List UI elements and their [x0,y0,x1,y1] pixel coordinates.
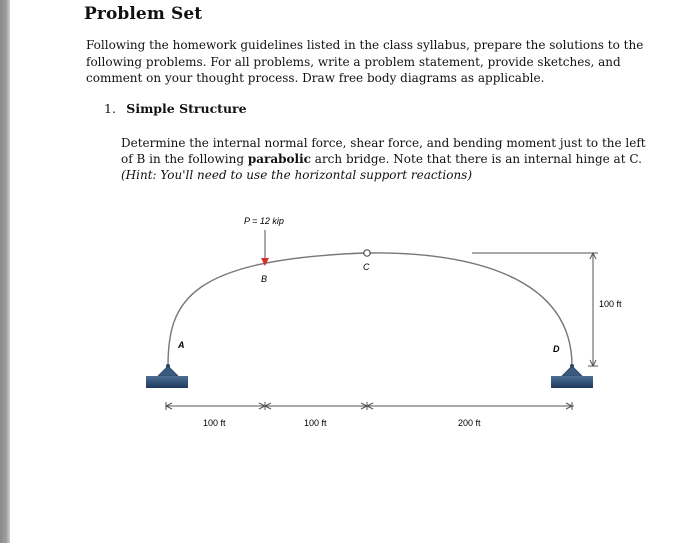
arch-left-segment [168,253,364,366]
span-label-2: 100 ft [304,418,327,428]
span-label-1: 100 ft [203,418,226,428]
problem-text-before: Determine the internal normal force, shear force, and bending moment just to the left of B in the following [121,136,646,167]
intro-paragraph: Following the homework guidelines listed in the class syllabus, prepare the solutions to the following problems. For all problems, write a problem statement, provide sketches, and comment on your thought process. Draw free body diagrams as applicable. [86,38,644,86]
label-d: D [553,344,560,354]
load-label: P = 12 kip [244,216,284,226]
problem-hint: (Hint: You'll need to use the horizontal support reactions) [121,168,473,183]
document-title: Problem Set [84,4,203,24]
label-b: B [261,274,268,284]
support-d-icon [551,364,593,388]
hinge-c [364,250,370,256]
span-label-3: 200 ft [458,418,481,428]
label-a: A [178,340,185,350]
problem-emphasis: parabolic [247,152,311,167]
problem-heading-text: Simple Structure [126,101,247,116]
problem-text-after: arch bridge. Note that there is an internal hinge at C. [310,152,642,167]
arch-right-segment [370,253,572,366]
problem-number: 1. [104,101,116,116]
label-c: C [363,262,370,272]
load-arrow-head [261,258,269,266]
support-a-icon [146,364,188,388]
rise-label: 100 ft [599,299,622,309]
